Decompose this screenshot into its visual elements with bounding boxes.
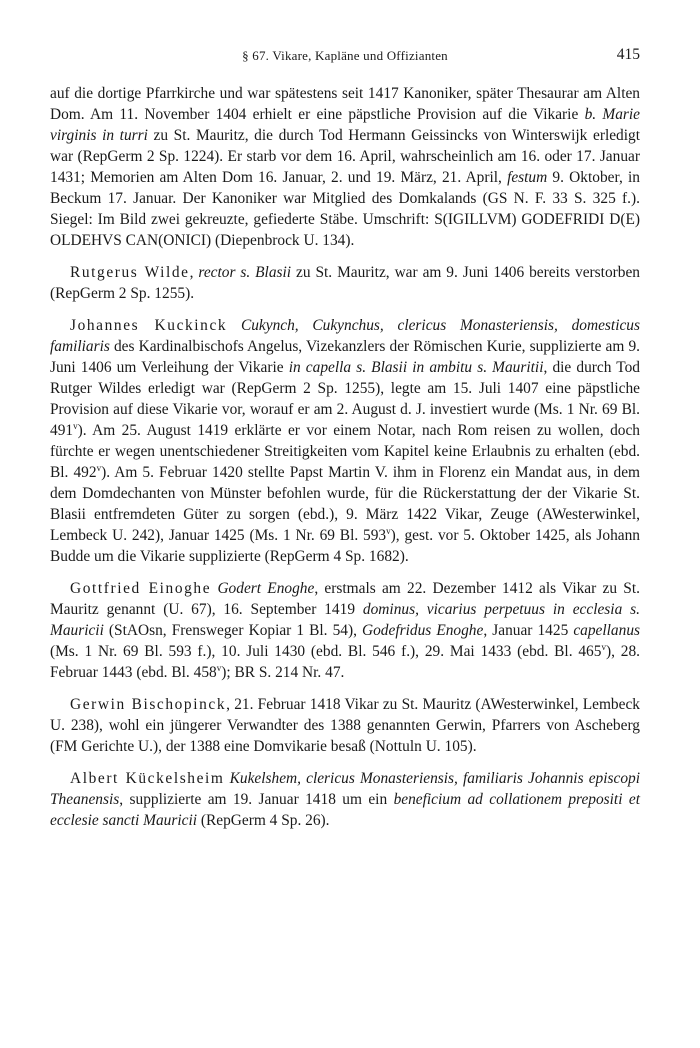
text-run: (RepGerm 4 Sp. 26). xyxy=(197,812,330,829)
text-run: 9. Oktober, in Beckum 17. Januar. Der Kanoniker war Mitglied des Domkalands (GS N. F. 33 S. 325 f.). Siegel: Im Bild zwei gekreuzte, gefiederte Stäbe. Umschrift: S(IGILLVM) GODEFRIDI D(E) OLDEHVS CAN(ONICI) (Diepenbrock U. 134). xyxy=(50,169,640,249)
text-run: , 21. Februar 1418 Vikar zu St. Mauritz (AWesterwinkel, Lembeck U. 238), wohl ein jüngerer Verwandter des 1388 genannten Gerwin, Pfarrers von Ascheberg (FM Gerichte U.), der 1388 eine Domvikarie besaß (Nottuln U. 105). xyxy=(50,696,640,755)
page-number: 415 xyxy=(616,46,640,63)
verso-mark: v xyxy=(96,462,102,473)
person-name: Gottfried Einoghe xyxy=(70,580,212,597)
latin-phrase: rector s. Blasii xyxy=(198,264,292,281)
text-run: ). Am 25. August 1419 erklärte er vor einem Notar, nach Rom reisen zu wollen, doch fürchte er wegen unentschiedener Streitigkeiten vom Kapitel keine Erlaubnis zu erhalten (ebd. Bl. 492 xyxy=(50,422,640,481)
person-name: Rutgerus Wilde xyxy=(70,264,190,281)
entry-paragraph xyxy=(50,578,640,683)
verso-mark: v xyxy=(601,641,606,652)
text-run: auf die dortige Pfarrkirche und war spätestens seit 1417 Kanoniker, später Thesaurar am Alten Dom. Am 11. November 1404 erhielt er eine päpstliche Provision auf die Vikarie xyxy=(50,85,640,123)
page-header xyxy=(50,46,640,70)
text-run: , die durch Tod Rutger Wildes erledigt war (RepGerm 2 Sp. 1255), legte am 15. Juli 1407 eine päpstliche Provision auf diese Vikarie vor, worauf er am 2. August d. J. investiert wurde (Ms. 1 Nr. 69 Bl. 491 xyxy=(50,359,640,439)
text-run: ). Am 5. Februar 1420 stellte Papst Martin V. ihm in Florenz ein Mandat aus, in dem dem Domdechanten von Münster befohlen wurde, für die Rückerstattung der der Vikarie St. Blasii entfremdeten Güter zu sorgen (ebd.), 9. März 1422 Vikar, Zeuge (AWesterwinkel, Lembeck U. 242), Januar 1425 (Ms. 1 Nr. 69 Bl. 593 xyxy=(50,464,640,544)
entry-paragraph xyxy=(50,262,640,304)
text-run: des Kardinalbischofs Angelus, Vizekanzlers der Römischen Kurie, supplizierte am 9. Juni 1406 um Verleihung der Vikarie xyxy=(50,338,640,376)
text-run: , Januar 1425 xyxy=(483,622,574,639)
text-run: ); BR S. 214 Nr. 47. xyxy=(221,664,345,681)
verso-mark: v xyxy=(73,420,78,431)
latin-phrase: Godert Enoghe xyxy=(217,580,315,597)
latin-phrase: Cukynch, Cukynchus, clericus Monasteriensis, domesticus familiaris xyxy=(50,317,640,355)
latin-phrase: beneficium ad collationem prepositi et ecclesie sancti Mauricii xyxy=(50,791,640,829)
verso-mark: v xyxy=(216,662,222,673)
running-title: § 67. Vikare, Kapläne und Offizianten xyxy=(242,48,448,63)
latin-phrase: b. Marie virginis in turri xyxy=(50,106,640,144)
entry-paragraph xyxy=(50,315,640,567)
entry-paragraph xyxy=(50,768,640,831)
text-run: (StAOsn, Frensweger Kopiar 1 Bl. 54), xyxy=(103,622,362,639)
text-run: zu St. Mauritz, die durch Tod Hermann Geissincks von Winterswijk erledigt war (RepGerm 2 Sp. 1224). Er starb vor dem 16. April, wahrscheinlich am 16. oder 17. Januar 1431; Memorien am Alten Dom 16. Januar, 2. und 19. März, 21. April, xyxy=(50,127,640,186)
person-name: Gerwin Bischopinck xyxy=(70,696,227,713)
entry-paragraph xyxy=(50,694,640,757)
latin-phrase: capellanus xyxy=(573,622,641,639)
body-text xyxy=(50,83,640,842)
text-run: , erstmals am 22. Dezember 1412 als Vikar zu St. Mauritz genannt (U. 67), 16. September 1419 xyxy=(50,580,640,618)
text-run: ), 28. Februar 1443 (ebd. Bl. 458 xyxy=(50,643,640,681)
latin-phrase: festum xyxy=(507,169,548,186)
text-run: (Ms. 1 Nr. 69 Bl. 593 f.), 10. Juli 1430 (ebd. Bl. 546 f.), 29. Mai 1433 (ebd. Bl. 465 xyxy=(50,643,602,660)
latin-phrase: in capella s. Blasii in ambitu s. Mauritii xyxy=(288,359,544,376)
person-name: Albert Kückelsheim xyxy=(70,770,225,787)
verso-mark: v xyxy=(386,525,391,536)
text-run: zu St. Mauritz, war am 9. Juni 1406 bereits verstorben (RepGerm 2 Sp. 1255). xyxy=(50,264,640,302)
person-name: Johannes Kuckinck xyxy=(70,317,228,334)
latin-phrase: Godefridus Enoghe xyxy=(362,622,484,639)
latin-phrase: dominus, vicarius perpetuus in ecclesia s. Mauricii xyxy=(50,601,640,639)
text-run: ), gest. vor 5. Oktober 1425, als Johann Budde um die Vikarie supplizierte (RepGerm 4 Sp. 1682). xyxy=(50,527,640,565)
latin-phrase: Kukelshem, clericus Monasteriensis, familiaris Johannis episcopi Theanensis xyxy=(50,770,640,808)
text-run: , xyxy=(189,264,199,281)
text-run: , supplizierte am 19. Januar 1418 um ein xyxy=(119,791,394,808)
text-run xyxy=(227,317,241,334)
continuation-paragraph xyxy=(50,83,640,251)
